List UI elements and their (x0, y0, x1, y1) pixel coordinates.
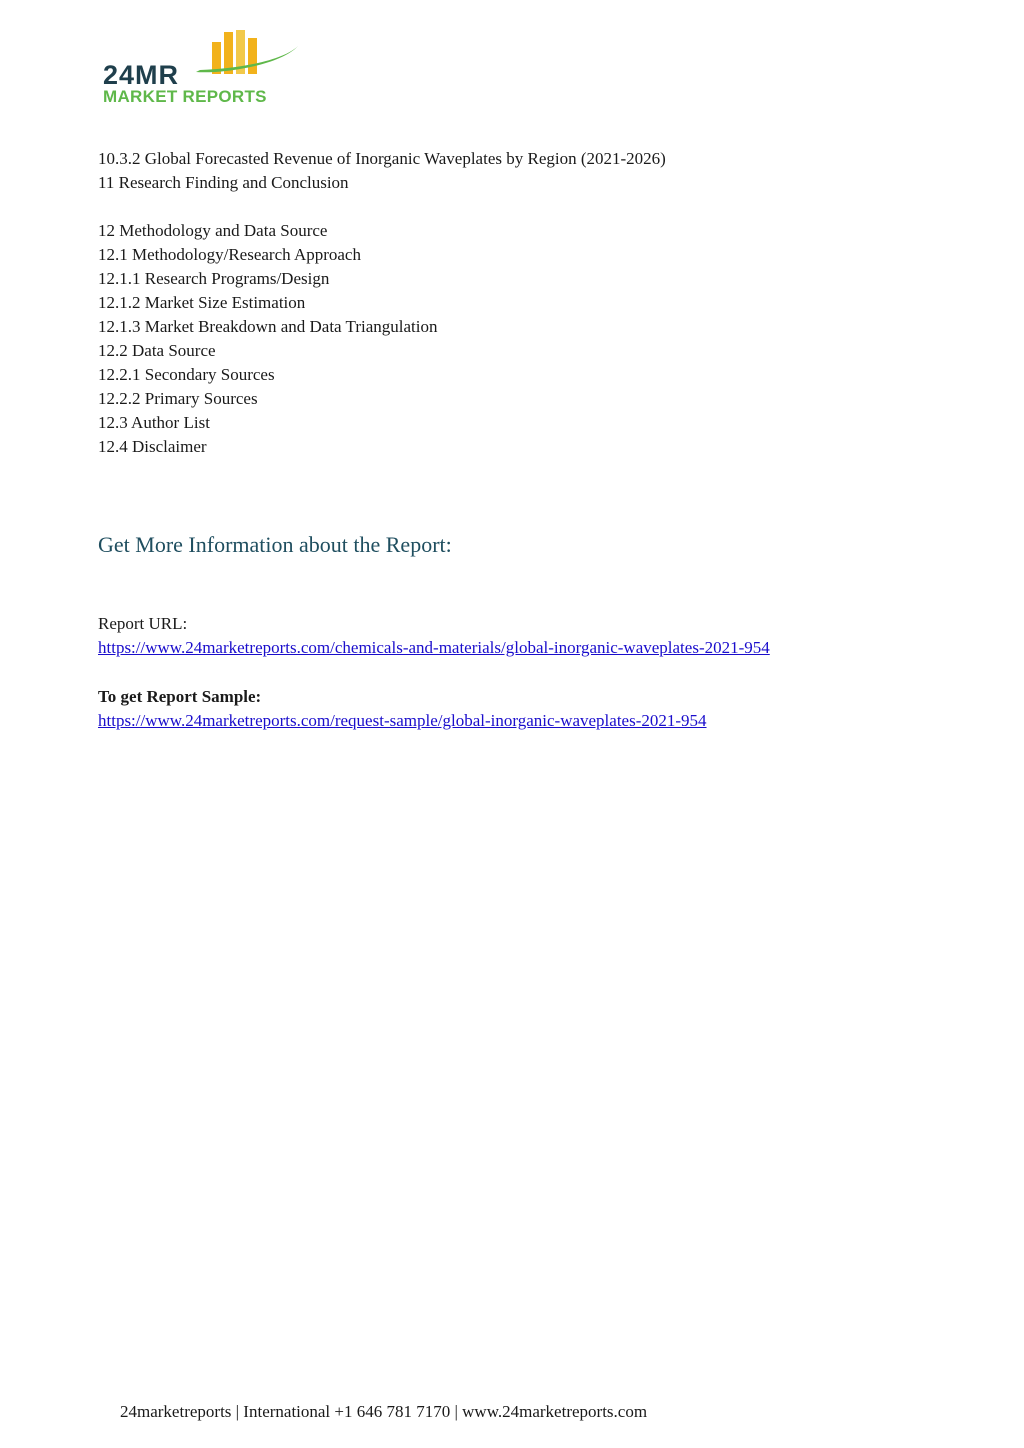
toc-item: 12.1.3 Market Breakdown and Data Triangulation (98, 317, 438, 336)
report-sample-link[interactable]: https://www.24marketreports.com/request-sample/global-inorganic-waveplates-2021-954 (98, 711, 707, 730)
toc-item: 11 Research Finding and Conclusion (98, 173, 349, 192)
report-url-label: Report URL: (98, 614, 188, 633)
toc-item: 12.2 Data Source (98, 341, 216, 360)
toc-item: 12.1.1 Research Programs/Design (98, 269, 330, 288)
report-sample-label: To get Report Sample: (98, 687, 262, 706)
toc-item: 12.1 Methodology/Research Approach (98, 245, 361, 264)
toc-item: 12.1.2 Market Size Estimation (98, 293, 306, 312)
toc-item: 10.3.2 Global Forecasted Revenue of Inorganic Waveplates by Region (2021-2026) (98, 149, 666, 168)
table-of-contents (98, 147, 666, 459)
toc-item: 12 Methodology and Data Source (98, 221, 328, 240)
page-footer: 24marketreports | International +1 646 781 7170 | www.24marketreports.com (120, 1402, 648, 1421)
report-url-link[interactable]: https://www.24marketreports.com/chemicals-and-materials/global-inorganic-waveplates-2021-954 (98, 638, 770, 657)
logo-title: 24MR (103, 60, 180, 90)
toc-item: 12.2.2 Primary Sources (98, 389, 258, 408)
toc-item: 12.4 Disclaimer (98, 437, 207, 456)
logo-subtitle: MARKET REPORTS (103, 87, 267, 106)
toc-item: 12.2.1 Secondary Sources (98, 365, 275, 384)
toc-item: 12.3 Author List (98, 413, 210, 432)
brand-logo (100, 28, 310, 108)
info-heading: Get More Information about the Report: (98, 532, 452, 557)
